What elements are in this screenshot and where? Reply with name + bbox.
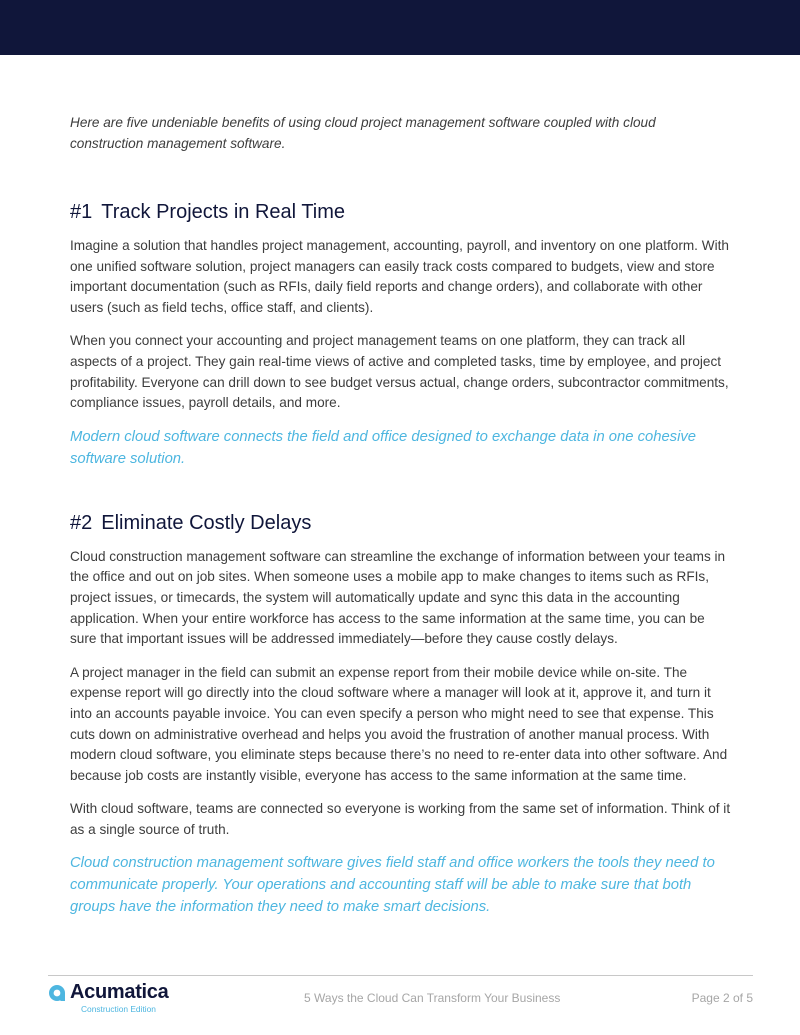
acumatica-logo-icon bbox=[48, 984, 66, 1002]
acumatica-logo bbox=[48, 983, 208, 1017]
section-2-paragraph-3: With cloud software, teams are connected so everyone is working from the same set of information. Think of it as a single source of truth. bbox=[70, 801, 731, 837]
section-title-1: Track Projects in Real Time bbox=[101, 201, 346, 223]
section-2-paragraph-1: Cloud construction management software can streamline the exchange of information between your teams in the office and out on job sites. When someone uses a mobile app to make changes to items such as RFIs, project issues, or timecards, the system will automatically update and sync this data in the accounting application. When your entire workforce has access to the same information at the same time, you can be sure that important issues will be addressed immediately—before they cause costly delays. bbox=[70, 548, 726, 647]
section-heading-1 bbox=[70, 199, 732, 225]
footer-divider bbox=[48, 975, 753, 976]
header-band bbox=[0, 0, 800, 55]
section-number-2: #2 bbox=[70, 511, 93, 534]
footer-document-title: 5 Ways the Cloud Can Transform Your Business bbox=[304, 991, 561, 1005]
section-heading-2 bbox=[70, 510, 732, 536]
section-1-paragraph-2: When you connect your accounting and project management teams on one platform, they can track all aspects of a project. They gain real-time views of active and completed tasks, time by employee, and project profitability. Everyone can drill down to see budget versus actual, change orders, subcontractor commitments, compliance issues, payroll details, and more. bbox=[70, 333, 729, 411]
logo-subtitle: Construction Edition bbox=[81, 1004, 156, 1014]
section-1-paragraph-1: Imagine a solution that handles project management, accounting, payroll, and inventory on one platform. With one unified software solution, project managers can easily track costs compared to budgets, view and store important documentation (such as RFIs, daily field reports and change orders), and collaborate with other users (such as field techs, office staff, and clients). bbox=[70, 238, 729, 315]
page-number: Page 2 of 5 bbox=[691, 991, 753, 1005]
page-content bbox=[70, 112, 732, 918]
intro-paragraph: Here are five undeniable benefits of using cloud project management software coupled with cloud construction management software. bbox=[70, 115, 656, 151]
section-2-paragraph-2: A project manager in the field can submit an expense report from their mobile device while on-site. The expense report will go directly into the cloud software where a manager will look at it, approve it, and turn it into an accounts payable invoice. You can even specify a person who might need to see that expense. This cuts down on administrative overhead and helps you avoid the frustration of another manual process. With modern cloud software, you eliminate steps because there’s no need to re-enter data into other software. And because job costs are instantly visible, everyone has access to the same information at the same time. bbox=[70, 664, 728, 783]
logo-wordmark: Acumatica bbox=[70, 981, 169, 1003]
section-1-callout: Modern cloud software connects the field and office designed to exchange data in one cohesive software solution. bbox=[70, 428, 696, 467]
section-title-2: Eliminate Costly Delays bbox=[101, 511, 312, 534]
section-number-1: #1 bbox=[70, 201, 93, 223]
section-2-callout: Cloud construction management software gives field staff and office workers the tools they need to communicate properly. Your operations and accounting staff will be able to make sure that both groups have the information they need to make smart decisions. bbox=[70, 855, 715, 916]
